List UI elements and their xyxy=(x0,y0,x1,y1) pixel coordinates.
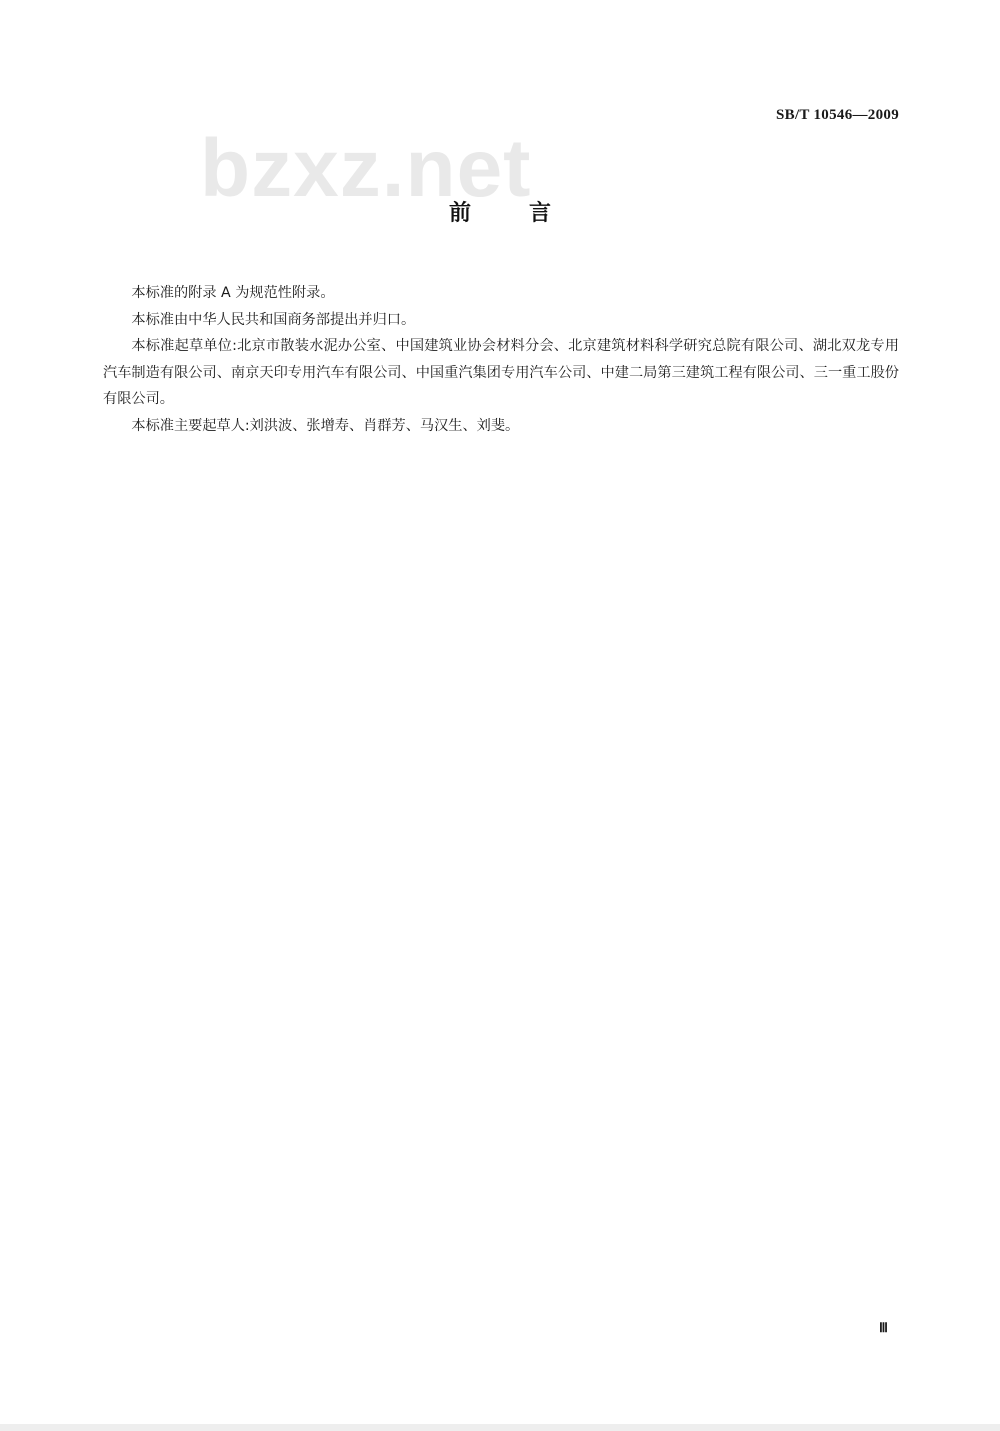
paragraph-appendix: 本标准的附录 A 为规范性附录。 xyxy=(131,285,335,301)
page-number: Ⅲ xyxy=(879,1320,888,1335)
paragraph-drafters: 本标准主要起草人:刘洪波、张增寿、肖群芳、马汉生、刘斐。 xyxy=(131,417,520,434)
paragraph-drafting-units: 本标准起草单位:北京市散装水泥办公室、中国建筑业协会材料分会、北京建筑材料科学研究总院有限公司、湖北双龙专用汽车制造有限公司、南京天印专用汽车有限公司、中国重汽集团专用汽车公司、中建二局第三建筑工程有限公司、三一重工股份有限公司。 xyxy=(103,338,899,407)
bottom-edge xyxy=(0,1424,1000,1431)
page-title: 前言 xyxy=(448,201,609,226)
watermark: bzxz.net xyxy=(200,123,532,214)
paragraph-proposer: 本标准由中华人民共和国商务部提出并归口。 xyxy=(131,311,416,328)
standard-code: SB/T 10546—2009 xyxy=(776,107,899,123)
foreword-body xyxy=(103,280,899,439)
